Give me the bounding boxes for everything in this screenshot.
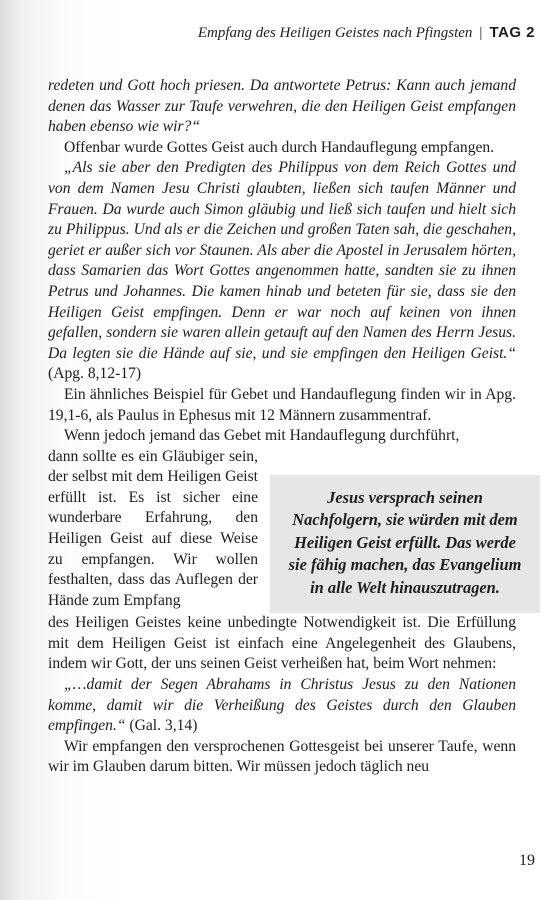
quote-acts-8-reference: (Apg. 8,12-17) bbox=[48, 365, 142, 383]
paragraph-hand-laying: Offenbar wurde Gottes Geist auch durch Handauflegung empfangen. bbox=[64, 138, 495, 156]
text-with-callout bbox=[48, 447, 522, 614]
paragraph-similar-example: Ein ähnliches Beispiel für Gebet und Handauflegung finden wir in Apg. 19,1-6, als Paulus in Ephesus mit 12 Männern zusammentraf. bbox=[48, 385, 516, 424]
quote-continuation: redeten und Gott hoch priesen. Da antwortete Petrus: Kann auch jemand denen das Wasser zur Taufe verwehren, die den Heiligen Geist empfangen haben ebenso wie wir?“ bbox=[48, 77, 516, 136]
chapter-title: Empfang des Heiligen Geistes nach Pfingsten bbox=[197, 25, 473, 41]
quote-galatians-text: „…damit der Segen Abrahams in Christus Jesus zu den Nationen komme, damit wir die Verheißung des Geistes durch den Glauben empfingen.“ bbox=[48, 675, 516, 735]
quote-galatians-reference: (Gal. 3,14) bbox=[125, 717, 198, 735]
quote-acts-8 bbox=[48, 158, 516, 385]
running-header bbox=[198, 24, 535, 42]
paragraph-prayer-wrapped: dann sollte es ein Gläubiger sein, der selbst mit dem Heiligen Geist erfüllt ist. Es ist sicher eine wunderbare Erfahrung, den Heiligen Geist auf diese Weise zu empfangen. Wir wollen festhalten, dass das Auflegen der Hände zum Empfang bbox=[48, 447, 258, 609]
day-label: TAG 2 bbox=[489, 24, 535, 41]
paragraph-prayer-lead: Wenn jedoch jemand das Gebet mit Handauflegung durchführt, bbox=[64, 427, 460, 445]
quote-acts-8-text: „Als sie aber den Predigten des Philippus von dem Reich Gottes und von dem Namen Jesu Christi glaubten, ließen sich taufen Männer und Frauen. Da wurde auch Simon gläubig und ließ sich taufen und hielt sich zu Philippus. Und als er die Zeichen und großen Taten sah, die geschahen, geriet er außer sich vor Staunen. Als aber die Apostel in Jerusalem hörten, dass Samarien das Wort Gottes angenommen hatte, sandten sie zu ihnen Petrus und Johannes. Die kamen hinab und beteten für sie, dass sie den Heiligen Geist empfingen. Denn er war noch auf keinen von ihnen gefallen, sondern sie waren allein getauft auf den Namen des Herrn Jesus. Da legten sie die Hände auf sie, und sie empfingen den Heiligen Geist.“ bbox=[48, 159, 516, 362]
pull-quote-box: Jesus versprach seinen Nachfolgern, sie würden mit dem Heiligen Geist erfüllt. Das werde sie fähig machen, das Evangelium in alle Welt hinauszutragen. bbox=[270, 475, 540, 614]
paragraph-baptism: Wir empfangen den versprochenen Gottesgeist bei unserer Taufe, wenn wir im Glauben darum bitten. Wir müssen jedoch täglich neu bbox=[48, 737, 516, 776]
page-number: 19 bbox=[519, 852, 535, 869]
wrapped-column bbox=[48, 447, 258, 612]
page-body bbox=[48, 76, 522, 778]
paragraph-prayer-rest: des Heiligen Geistes keine unbedingte Notwendigkeit ist. Die Erfüllung mit dem Heiligen Geist ist einfach eine Angelegenheit des Glaubens, indem wir Gott, der uns seinen Geist verheißen hat, beim Wort nehmen: bbox=[48, 614, 516, 673]
quote-galatians bbox=[48, 675, 516, 737]
header-separator: | bbox=[479, 25, 483, 41]
